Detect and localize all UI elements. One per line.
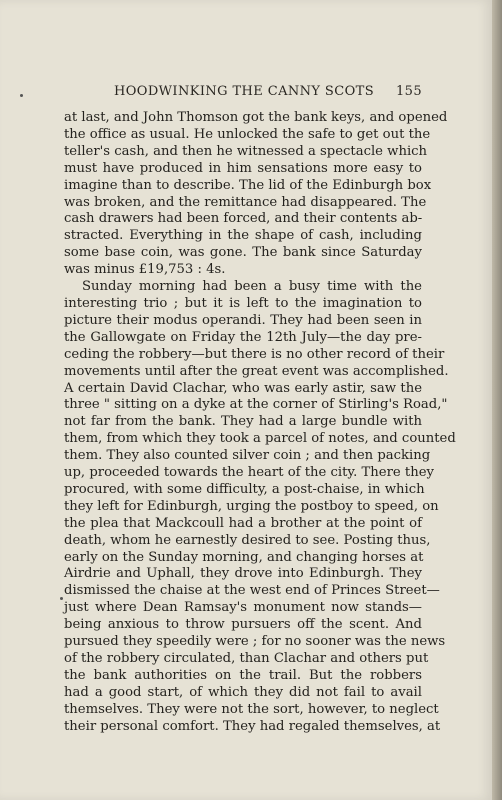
text-line: them. They also counted silver coin ; and then packing: [64, 448, 431, 464]
text-line: three " sitting on a dyke at the corner of Stirling's Road,": [64, 397, 448, 413]
text-line: their personal comfort. They had regaled themselves, at: [64, 718, 441, 734]
text-line: had a good start, of which they did not fail to avail: [64, 684, 422, 700]
text-line: the bank authorities on the trail. But the robbers: [64, 667, 422, 683]
text-line: was minus £19,753 : 4s.: [64, 262, 226, 278]
text-line: the office as usual. He unlocked the safe to get out the: [64, 126, 431, 142]
text-line: stracted. Everything in the shape of cash, including: [64, 228, 422, 244]
text-line: not far from the bank. They had a large bundle with: [64, 414, 422, 430]
paper-speck: [20, 94, 23, 97]
text-line: the plea that Mackcoull had a brother at the point of: [64, 515, 422, 531]
text-line: Sunday morning had been a busy time with the: [82, 279, 422, 295]
text-line: death, whom he earnestly desired to see. Posting thus,: [64, 532, 431, 548]
text-line: early on the Sunday morning, and changing horses at: [64, 549, 424, 565]
text-line: movements until after the great event was accomplished.: [64, 363, 449, 379]
text-line: procured, with some difficulty, a post-chaise, in which: [64, 481, 425, 497]
text-line: being anxious to throw pursuers off the scent. And: [64, 617, 422, 633]
text-line: some base coin, was gone. The bank since Saturday: [64, 245, 422, 261]
text-line: dismissed the chaise at the west end of Princes Street—: [64, 583, 440, 599]
text-line: interesting trio ; but it is left to the imagination to: [64, 295, 422, 311]
text-line: was broken, and the remittance had disappeared. The: [64, 194, 427, 210]
text-line: pursued they speedily were ; for no sooner was the news: [64, 634, 446, 650]
text-line: them, from which they took a parcel of notes, and counted: [64, 431, 456, 447]
text-line: Airdrie and Uphall, they drove into Edinburgh. They: [64, 566, 422, 582]
text-line: up, proceeded towards the heart of the city. There they: [64, 465, 434, 481]
running-title: HOODWINKING THE CANNY SCOTS: [114, 84, 375, 99]
paragraph: [64, 110, 448, 279]
text-line: cash drawers had been forced, and their contents ab-: [64, 211, 423, 227]
text-line: picture their modus operandi. They had been seen in: [64, 312, 422, 328]
text-line: imagine than to describe. The lid of the Edinburgh box: [64, 177, 432, 193]
text-line: ceding the robbery—but there is no other record of their: [64, 346, 445, 362]
text-line: A certain David Clachar, who was early astir, saw the: [64, 380, 422, 396]
text-line: at last, and John Thomson got the bank keys, and opened: [64, 110, 448, 125]
paragraph: [64, 279, 456, 735]
text-line: must have produced in him sensations more easy to: [64, 160, 422, 176]
page-body-text: [64, 110, 456, 736]
text-line: of the robbery circulated, than Clachar and others put: [64, 651, 429, 666]
text-line: the Gallowgate on Friday the 12th July—the day pre-: [64, 329, 422, 345]
page-number: 155: [395, 84, 422, 99]
text-line: themselves. They were not the sort, however, to neglect: [64, 701, 439, 717]
page-edge: [492, 0, 502, 800]
text-line: teller's cash, and then he witnessed a spectacle which: [64, 143, 428, 159]
paper-speck: [60, 597, 63, 600]
text-line: they left for Edinburgh, urging the postboy to speed, on: [64, 498, 439, 514]
text-line: just where Dean Ramsay's monument now stands—: [64, 600, 422, 616]
